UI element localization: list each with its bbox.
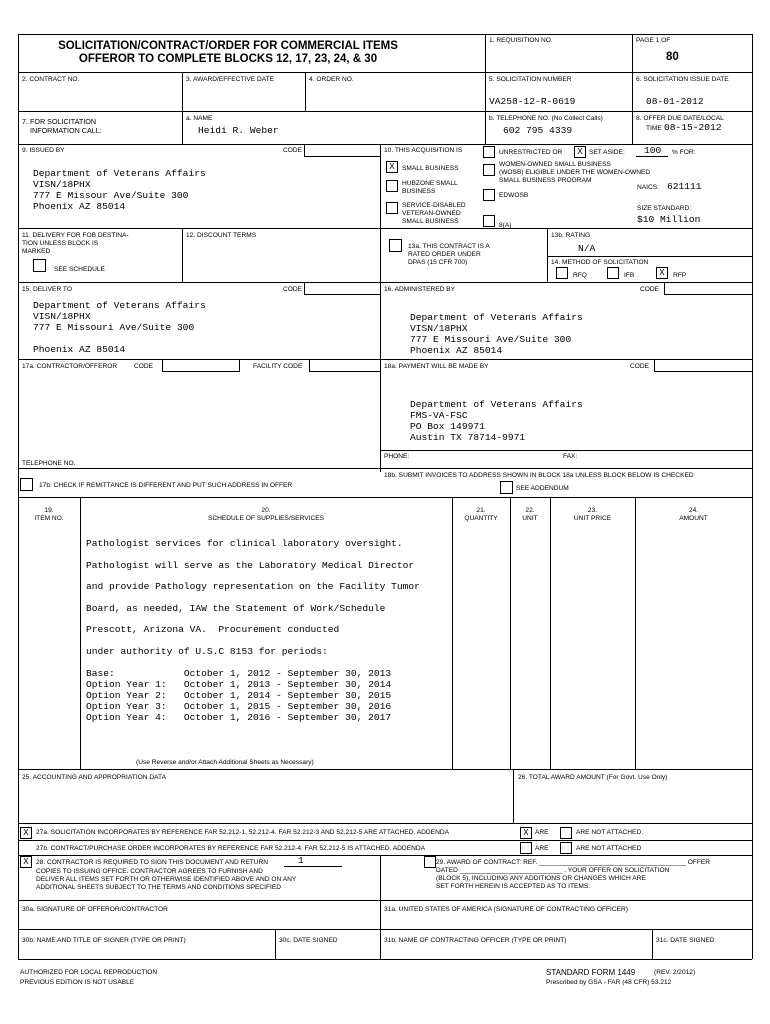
issued-by-address: Department of Veterans Affairs VISN/18PHX 777 E Missour Ave/Suite 300 Phoenix AZ 85014 bbox=[33, 168, 206, 212]
telephone-label: b. TELEPHONE NO. (No Collect Calls) bbox=[489, 115, 603, 122]
clause-27a-checkbox[interactable]: X bbox=[20, 827, 32, 839]
col-schedule: 20. SCHEDULE OF SUPPLIES/SERVICES bbox=[207, 507, 325, 522]
edwosb-label: EDWOSB bbox=[499, 192, 529, 199]
submit-invoices-label: 18b. SUBMIT INVOICES TO ADDRESS SHOWN IN BLOCK 18a UNLESS BLOCK BELOW IS CHECKED bbox=[384, 472, 694, 479]
form-revision: (REV. 2/2012) bbox=[654, 969, 696, 976]
clause-27a-not-attached-checkbox[interactable] bbox=[560, 827, 572, 839]
offer-due-label: 8. OFFER DUE DATE/LOCAL bbox=[636, 115, 724, 122]
clause-28-checkbox[interactable]: X bbox=[20, 856, 32, 868]
see-schedule-checkbox[interactable] bbox=[33, 259, 46, 272]
naics-label: NAICS: bbox=[637, 184, 659, 191]
signature-offeror-label: 30a. SIGNATURE OF OFFEROR/CONTRACTOR bbox=[22, 906, 168, 913]
for-solicitation-label-1: 7. FOR SOLICITATION bbox=[22, 117, 97, 126]
time-label: TIME bbox=[646, 125, 662, 132]
order-no-label: 4. ORDER NO. bbox=[309, 76, 354, 83]
payment-fax-label: FAX: bbox=[563, 453, 578, 460]
administered-by-code-field[interactable] bbox=[664, 282, 753, 295]
copies-count: 1 bbox=[298, 855, 304, 866]
rating-value: N/A bbox=[578, 243, 596, 254]
col-quantity: 21. QUANTITY bbox=[464, 507, 498, 522]
clause-27b-not-attached-label: ARE NOT ATTACHED bbox=[576, 845, 642, 852]
sdvosb-checkbox[interactable] bbox=[386, 202, 398, 214]
contractor-code-label: CODE bbox=[134, 363, 154, 370]
schedule-line: Pathologist will serve as the Laboratory Medical Director bbox=[86, 560, 415, 571]
schedule-line: Board, as needed, IAW the Statement of Work/Schedule bbox=[86, 603, 386, 614]
set-aside-percent-field[interactable] bbox=[636, 146, 668, 157]
rfq-checkbox[interactable] bbox=[556, 267, 568, 279]
requisition-label: 1. REQUISITION NO. bbox=[489, 37, 553, 44]
solicitation-number: VA258-12-R-0619 bbox=[489, 96, 576, 107]
offer-due-date: 08-15-2012 bbox=[664, 122, 722, 133]
col-item-no: 19. ITEM NO. bbox=[34, 507, 64, 522]
delivery-fob-label: 11. DELIVERY FOR FOB DESTINA- TION UNLESS BLOCK IS MARKED bbox=[22, 232, 129, 255]
form-title-line-2: OFFEROR TO COMPLETE BLOCKS 12, 17, 23, 24, & 30 bbox=[78, 53, 378, 65]
award-date-label: 3. AWARD/EFFECTIVE DATE bbox=[186, 76, 275, 83]
clause-27a-label: 27a. SOLICITATION INCORPORATES BY REFERENCE FAR 52.212-1, 52.212-4. FAR 52.212-3 AND 52.212-5 ARE ATTACHED. ADDENDA bbox=[36, 829, 449, 836]
form-title bbox=[18, 40, 438, 66]
page-label: PAGE 1 OF bbox=[636, 37, 671, 44]
small-business-label: SMALL BUSINESS bbox=[402, 165, 459, 172]
schedule-line: Pathologist services for clinical laboratory oversight. bbox=[86, 538, 403, 549]
clause-27a-are-label: ARE bbox=[535, 829, 549, 836]
naics-code: 621111 bbox=[667, 181, 702, 192]
rfp-label: RFP bbox=[673, 272, 687, 279]
rating-label: 13b. RATING bbox=[551, 232, 591, 239]
set-aside-percent: 100 bbox=[644, 145, 662, 156]
set-aside-checkbox[interactable]: X bbox=[574, 146, 586, 158]
ifb-checkbox[interactable] bbox=[607, 267, 619, 279]
clause-28-label: 28. CONTRACTOR IS REQUIRED TO SIGN THIS DOCUMENT AND RETURN bbox=[36, 859, 269, 866]
deliver-to-code-field[interactable] bbox=[304, 282, 381, 295]
remittance-checkbox[interactable] bbox=[20, 478, 33, 491]
deliver-to-address: Department of Veterans Affairs VISN/18PHX 777 E Missouri Ave/Suite 300 Phoenix AZ 85014 bbox=[33, 300, 206, 355]
unrestricted-checkbox[interactable] bbox=[483, 146, 495, 158]
hubzone-checkbox[interactable] bbox=[386, 180, 398, 192]
unrestricted-label: UNRESTRICTED OR bbox=[499, 149, 563, 156]
officer-name-label: 31b. NAME OF CONTRACTING OFFICER (TYPE OR PRINT) bbox=[384, 937, 567, 944]
issue-date-label: 6. SOLICITATION ISSUE DATE bbox=[636, 76, 729, 83]
clause-27a-are-checkbox[interactable]: X bbox=[520, 827, 532, 839]
footer-previous-edition: PREVIOUS EDITION IS NOT USABLE bbox=[20, 979, 135, 986]
clause-27a-not-attached-label: ARE NOT ATTACHED. bbox=[576, 829, 644, 836]
see-addendum-checkbox[interactable] bbox=[500, 481, 513, 494]
set-aside-label: SET ASIDE: bbox=[589, 149, 625, 156]
clause-29-checkbox[interactable] bbox=[424, 856, 436, 868]
deliver-to-code-label: CODE bbox=[283, 286, 303, 293]
contact-name: Heidi R. Weber bbox=[198, 125, 279, 136]
payment-address: Department of Veterans Affairs FMS-VA-FSC PO Box 149971 Austin TX 78714-9971 bbox=[410, 399, 583, 443]
contractor-label: 17a. CONTRACTOR/OFFEROR bbox=[22, 363, 118, 370]
sdvosb-label: SERVICE-DISABLED VETERAN-OWNED SMALL BUSINESS bbox=[402, 202, 466, 225]
payment-label: 18a. PAYMENT WILL BE MADE BY bbox=[384, 363, 489, 370]
accounting-label: 25. ACCOUNTING AND APPROPRIATION DATA bbox=[22, 774, 166, 781]
rated-order-checkbox[interactable] bbox=[389, 239, 402, 252]
issued-by-code-field[interactable] bbox=[304, 144, 381, 157]
clause-28-terms: COPIES TO ISSUING OFFICE. CONTRACTOR AGREES TO FURNISH AND DELIVER ALL ITEMS SET FORTH OR OTHERWISE IDENTIFIED ABOVE AND ON ANY ADDITIONAL SHEETS SUBJECT TO THE TERMS AND CONDITIONS SPECIFIED bbox=[36, 868, 297, 891]
wosb-label: WOMEN-OWNED SMALL BUSINESS (WOSB) ELIGIBLE UNDER THE WOMEN-OWNED SMALL BUSINESS PROGRAM bbox=[499, 161, 651, 184]
form-title-line-1: SOLICITATION/CONTRACT/ORDER FOR COMMERCIAL ITEMS bbox=[58, 40, 398, 52]
col-unit-price: 23. UNIT PRICE bbox=[573, 507, 612, 522]
signature-officer-field[interactable] bbox=[381, 916, 751, 928]
clause-27b-are-checkbox[interactable] bbox=[520, 842, 532, 854]
page-total: 80 bbox=[666, 51, 679, 63]
percent-for-label: % FOR: bbox=[672, 149, 696, 156]
form-number: STANDARD FORM 1449 bbox=[546, 968, 636, 977]
clause-27b-not-attached-checkbox[interactable] bbox=[560, 842, 572, 854]
schedule-line: and provide Pathology representation on the Facility Tumor bbox=[86, 581, 420, 592]
acquisition-label: 10. THIS ACQUISITION IS bbox=[384, 147, 463, 154]
rfq-label: RFQ bbox=[573, 272, 587, 279]
discount-terms-label: 12. DISCOUNT TERMS bbox=[186, 232, 257, 239]
payment-code-label: CODE bbox=[630, 363, 650, 370]
contract-no-label: 2. CONTRACT NO. bbox=[22, 76, 80, 83]
size-standard-label: SIZE STANDARD: bbox=[637, 205, 692, 212]
schedule-line: under authority of U.S.C 8153 for periods: bbox=[86, 646, 328, 657]
name-label: a. NAME bbox=[186, 115, 213, 122]
contact-telephone: 602 795 4339 bbox=[503, 125, 573, 136]
total-award-label: 26. TOTAL AWARD AMOUNT (For Govt. Use Only) bbox=[518, 774, 668, 781]
col-unit: 22. UNIT bbox=[522, 507, 538, 522]
additional-sheets-note: (Use Reverse and/or Attach Additional Sheets as Necessary) bbox=[136, 759, 314, 766]
size-standard: $10 Million bbox=[637, 214, 701, 225]
clause-27b-are-label: ARE bbox=[535, 845, 549, 852]
administered-by-label: 16. ADMINISTERED BY bbox=[384, 286, 456, 293]
signature-officer-label: 31a. UNITED STATES OF AMERICA (SIGNATURE OF CONTRACTING OFFICER) bbox=[384, 906, 628, 913]
issued-by-code-label: CODE bbox=[283, 147, 303, 154]
remittance-label: 17b. CHECK IF REMITTANCE IS DIFFERENT AND PUT SUCH ADDRESS IN OFFER bbox=[39, 482, 293, 489]
rated-order-label: 13a. THIS CONTRACT IS A RATED ORDER UNDER DPAS (15 CFR 700) bbox=[408, 243, 490, 266]
for-solicitation-label-2: INFORMATION CALL: bbox=[30, 126, 102, 135]
date-signed-officer-label: 31c. DATE SIGNED bbox=[656, 937, 715, 944]
payment-phone-label: PHONE: bbox=[384, 453, 410, 460]
administered-by-address: Department of Veterans Affairs VISN/18PHX 777 E Missouri Ave/Suite 300 Phoenix AZ 85014 bbox=[410, 312, 583, 356]
copies-field[interactable] bbox=[284, 857, 342, 867]
col-amount: 24. AMOUNT bbox=[679, 507, 708, 522]
wosb-checkbox[interactable] bbox=[483, 164, 495, 176]
ifb-label: IFB bbox=[624, 272, 635, 279]
issued-by-label: 9. ISSUED BY bbox=[22, 147, 65, 154]
telephone-no-label: TELEPHONE NO. bbox=[22, 460, 76, 467]
eight-a-checkbox[interactable] bbox=[483, 215, 495, 227]
facility-code-label: FACILITY CODE bbox=[253, 363, 303, 370]
clause-29-label: 29. AWARD OF CONTRACT: REF. ________________________________________ OFFER DATED ____________________________ . YOUR OFFER ON SOLICITATION (BLOCK 5), INCLUDING ANY ADDITIONS OR CHANGES WHICH ARE SET FORTH HEREIN IS ACCEPTED AS TO ITEMS: bbox=[436, 859, 711, 890]
payment-code-field[interactable] bbox=[654, 359, 753, 372]
facility-code-field[interactable] bbox=[309, 359, 381, 372]
hubzone-label: HUBZONE SMALL BUSINESS bbox=[402, 180, 458, 195]
date-signed-offeror-label: 30c. DATE SIGNED bbox=[279, 937, 338, 944]
contractor-code-field[interactable] bbox=[162, 359, 240, 372]
eight-a-label: 8(A) bbox=[499, 222, 512, 229]
footer-authorized: AUTHORIZED FOR LOCAL REPRODUCTION bbox=[20, 969, 158, 976]
solicitation-number-label: 5. SOLICITATION NUMBER bbox=[489, 76, 572, 83]
see-addendum-label: SEE ADDENDUM bbox=[516, 485, 569, 492]
edwosb-checkbox[interactable] bbox=[483, 189, 495, 201]
clause-27b-label: 27b. CONTRACT/PURCHASE ORDER INCORPORATES BY REFERENCE FAR 52.212-4. FAR 52.212-5 IS ATTACHED. ADDENDA bbox=[36, 845, 426, 852]
see-schedule-label: SEE SCHEDULE bbox=[54, 266, 105, 273]
issue-date: 08-01-2012 bbox=[646, 96, 704, 107]
rfp-checkbox[interactable]: X bbox=[656, 267, 668, 279]
signature-offeror-field[interactable] bbox=[19, 916, 379, 928]
deliver-to-label: 15. DELIVER TO bbox=[22, 286, 72, 293]
form-prescribed: Prescribed by GSA - FAR (48 CFR) 53.212 bbox=[546, 979, 672, 986]
method-label: 14. METHOD OF SOLICITATION bbox=[551, 259, 649, 266]
schedule-line: Prescott, Arizona VA. Procurement conducted bbox=[86, 624, 340, 635]
option-periods: Base: October 1, 2012 - September 30, 2013 Option Year 1: October 1, 2013 - September 30, 2014 Option Year 2: October 1, 2014 - September 30, 2015 Option Year 3: October 1, 2015 - September 30, 2016 Option Year 4: October 1, 2016 - September 30, 2017 bbox=[86, 668, 392, 723]
signer-name-label: 30b. NAME AND TITLE OF SIGNER (TYPE OR PRINT) bbox=[22, 937, 186, 944]
administered-by-code-label: CODE bbox=[640, 286, 660, 293]
small-business-checkbox[interactable]: X bbox=[386, 161, 398, 173]
